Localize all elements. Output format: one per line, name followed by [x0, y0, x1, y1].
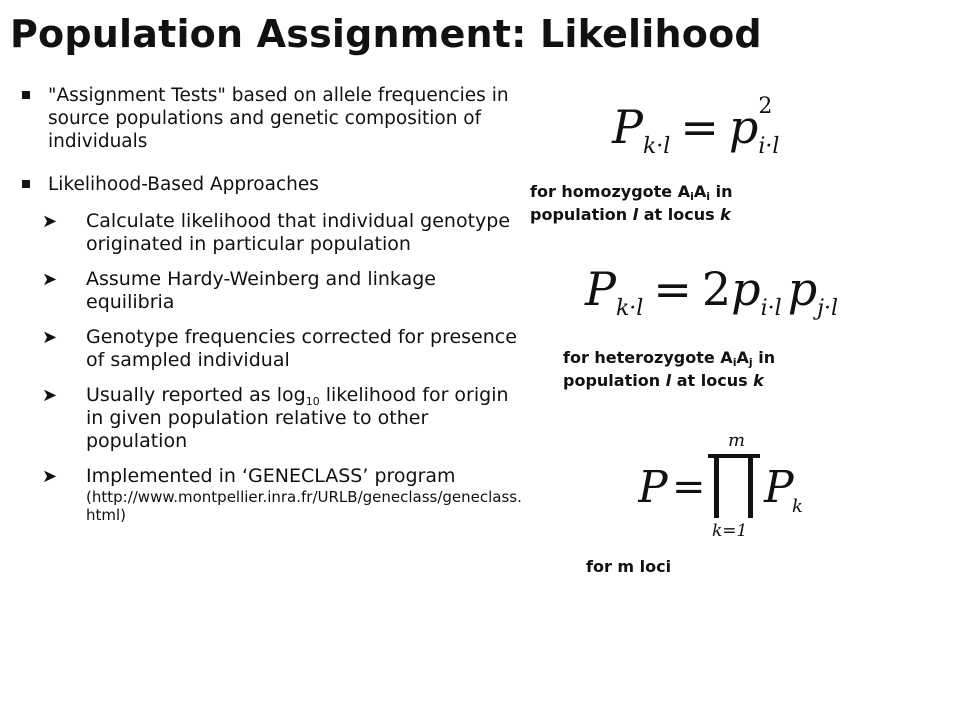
- m-loci-caption: for m loci: [586, 557, 672, 576]
- caption-text: for heterozygote A: [563, 348, 733, 367]
- product-lower-limit: k=1: [712, 521, 748, 540]
- caption-italic: k: [753, 371, 764, 390]
- caption-text: A: [736, 348, 749, 367]
- subbullet-calculate-likelihood: [42, 210, 522, 256]
- formula-subscript: j·l: [817, 296, 838, 321]
- homozygote-formula: [612, 94, 780, 159]
- caption-text: population: [563, 371, 666, 390]
- formula-symbol: P: [585, 262, 616, 316]
- geneclass-url: (http://www.montpellier.inra.fr/URLB/geneclass/geneclass.html): [86, 488, 522, 524]
- formula-coefficient: 2: [701, 262, 732, 316]
- caption-text: population: [530, 205, 633, 224]
- heterozygote-formula: [585, 262, 838, 321]
- square-bullet-icon: [22, 180, 30, 188]
- formula-symbol: P: [612, 100, 643, 154]
- subbullet-text: Calculate likelihood that individual genotype originated in particular population: [86, 210, 511, 255]
- log-base-subscript: 10: [305, 395, 320, 408]
- product-symbol-icon: [708, 454, 760, 518]
- equals-sign: =: [653, 262, 692, 316]
- homozygote-caption: [530, 180, 733, 226]
- bullet-text: "Assignment Tests" based on allele frequencies in source populations and genetic composition of individuals: [48, 85, 509, 152]
- subbullet-log-likelihood: [42, 384, 522, 453]
- caption-text: for homozygote A: [530, 182, 691, 201]
- arrow-bullet-icon: ➤: [42, 385, 58, 406]
- formula-superscript: 2: [758, 94, 773, 119]
- arrow-bullet-icon: ➤: [42, 466, 58, 487]
- bullet-likelihood-approaches: [22, 173, 522, 196]
- square-bullet-icon: [22, 91, 30, 99]
- heterozygote-caption: [563, 346, 775, 392]
- caption-italic: l: [632, 205, 639, 224]
- caption-subscript: i: [706, 190, 711, 203]
- formula-subscript: k·l: [642, 134, 671, 159]
- caption-text: at locus: [671, 371, 754, 390]
- subbullet-text: Genotype frequencies corrected for presence of sampled individual: [86, 326, 517, 371]
- caption-subscript: i: [732, 356, 737, 369]
- caption-subscript: i: [690, 190, 694, 203]
- caption-text: at locus: [638, 205, 721, 224]
- subbullet-genotype-frequencies: [42, 326, 522, 372]
- product-formula: [638, 430, 808, 540]
- arrow-bullet-icon: ➤: [42, 269, 58, 290]
- slide-content: [22, 84, 522, 536]
- slide-title: Population Assignment: Likelihood: [10, 12, 762, 56]
- equals-sign: =: [672, 464, 706, 510]
- subbullet-text-start: Usually reported as log: [86, 384, 306, 406]
- caption-italic: l: [665, 371, 672, 390]
- formula-subscript: i·l: [758, 134, 780, 159]
- product-formula-svg: [638, 430, 808, 540]
- formula-symbol: p: [731, 262, 761, 316]
- formula-symbol: p: [787, 262, 818, 316]
- bullet-text: Likelihood-Based Approaches: [48, 174, 319, 195]
- formula-subscript: k: [792, 496, 803, 517]
- caption-italic: k: [720, 205, 731, 224]
- subbullet-hardy-weinberg: [42, 268, 522, 314]
- formula-subscript: i·l: [760, 296, 782, 321]
- equals-sign: =: [680, 100, 719, 154]
- caption-text: A: [693, 182, 707, 201]
- formula-symbol: P: [764, 462, 794, 513]
- subbullet-text: Implemented in ‘GENECLASS’ program: [86, 465, 456, 487]
- caption-text: in: [710, 182, 733, 201]
- arrow-bullet-icon: ➤: [42, 211, 58, 232]
- bullet-assignment-tests: [22, 84, 522, 153]
- subbullet-text-end: likelihood for origin in given population relative to other population: [86, 384, 509, 452]
- product-upper-limit: m: [728, 430, 746, 451]
- caption-subscript: j: [748, 356, 753, 369]
- arrow-bullet-icon: ➤: [42, 327, 58, 348]
- subbullet-text: Assume Hardy-Weinberg and linkage equilibria: [86, 268, 436, 313]
- subbullet-geneclass: [42, 465, 522, 524]
- formula-subscript: k·l: [615, 296, 644, 321]
- caption-text: in: [752, 348, 776, 367]
- formula-symbol: p: [728, 100, 759, 154]
- formula-symbol: P: [638, 462, 668, 513]
